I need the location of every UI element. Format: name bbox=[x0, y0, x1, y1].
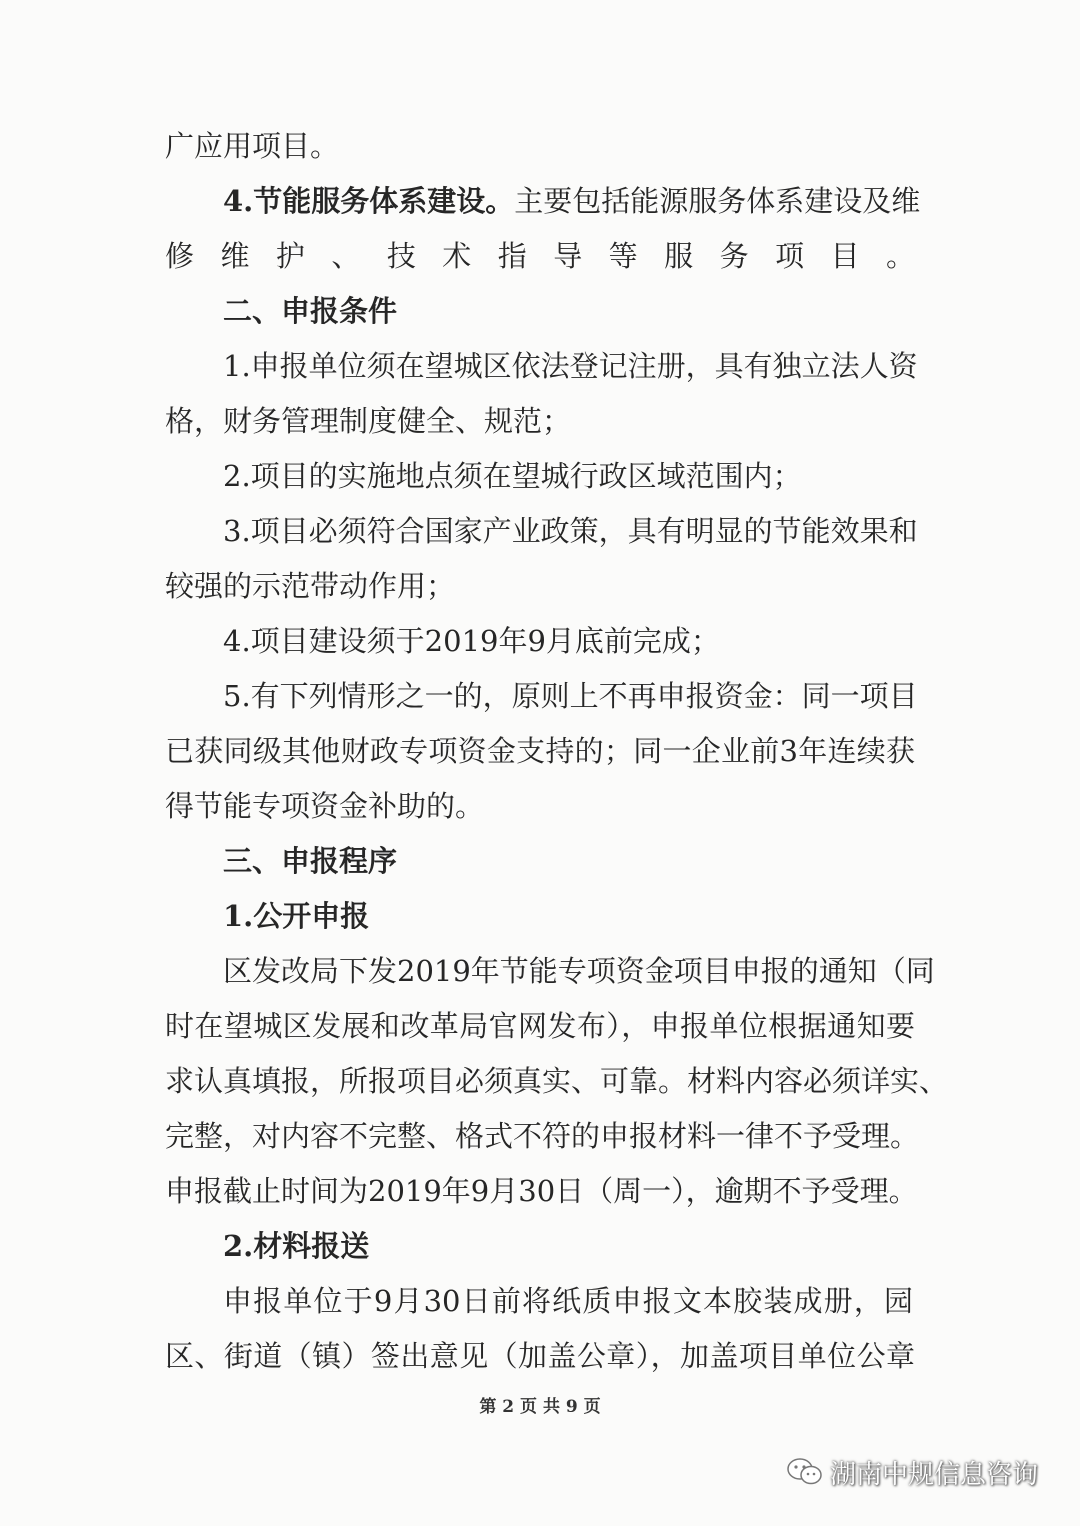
text-line: 较强的示范带动作用； bbox=[165, 569, 456, 603]
text-line: 2.项目的实施地点须在望城行政区域范围内； bbox=[223, 459, 802, 493]
page-number-footer: 第 2 页 共 9 页 bbox=[479, 1397, 601, 1417]
section-heading: 4.节能服务体系建设。 bbox=[223, 184, 515, 218]
text-line: 修维护、技术指导等服务项目。 bbox=[165, 239, 915, 273]
subsection-heading: 2.材料报送 bbox=[223, 1229, 370, 1263]
wechat-icon bbox=[786, 1456, 824, 1488]
text-line: 申报单位于9月30日前将纸质申报文本胶装成册，园 bbox=[223, 1284, 913, 1318]
text-line: 广应用项目。 bbox=[165, 129, 340, 163]
text-line: 申报截止时间为2019年9月30日（周一），逾期不予受理。 bbox=[165, 1174, 918, 1208]
text-line: 区、街道（镇）签出意见（加盖公章），加盖项目单位公章 bbox=[165, 1339, 915, 1373]
text-line: 时在望城区发展和改革局官网发布），申报单位根据通知要 bbox=[165, 1009, 915, 1043]
text-line: 已获同级其他财政专项资金支持的；同一企业前3年连续获 bbox=[165, 734, 915, 768]
section-heading: 三、申报程序 bbox=[223, 844, 398, 878]
wechat-watermark bbox=[786, 1450, 1038, 1494]
text-line: 3.项目必须符合国家产业政策，具有明显的节能效果和 bbox=[223, 514, 918, 548]
text-line: 区发改局下发2019年节能专项资金项目申报的通知（同 bbox=[223, 954, 935, 988]
section-heading: 二、申报条件 bbox=[223, 294, 398, 328]
text-line: 4.项目建设须于2019年9月底前完成； bbox=[223, 624, 720, 658]
subsection-heading: 1.公开申报 bbox=[223, 899, 370, 933]
text-line: 得节能专项资金补助的。 bbox=[165, 789, 485, 823]
text-line: 格，财务管理制度健全、规范； bbox=[165, 404, 572, 438]
watermark-text: 湖南中规信息咨询 bbox=[830, 1459, 1039, 1490]
text-line: 完整，对内容不完整、格式不符的申报材料一律不予受理。 bbox=[165, 1119, 920, 1153]
text-line: 求认真填报，所报项目必须真实、可靠。材料内容必须详实、 bbox=[165, 1064, 949, 1098]
text-line: 1.申报单位须在望城区依法登记注册，具有独立法人资 bbox=[223, 349, 918, 383]
text-line: 5.有下列情形之一的，原则上不再申报资金：同一项目 bbox=[223, 679, 918, 713]
text-line: 4.节能服务体系建设。主要包括能源服务体系建设及维 bbox=[0, 179, 1080, 223]
